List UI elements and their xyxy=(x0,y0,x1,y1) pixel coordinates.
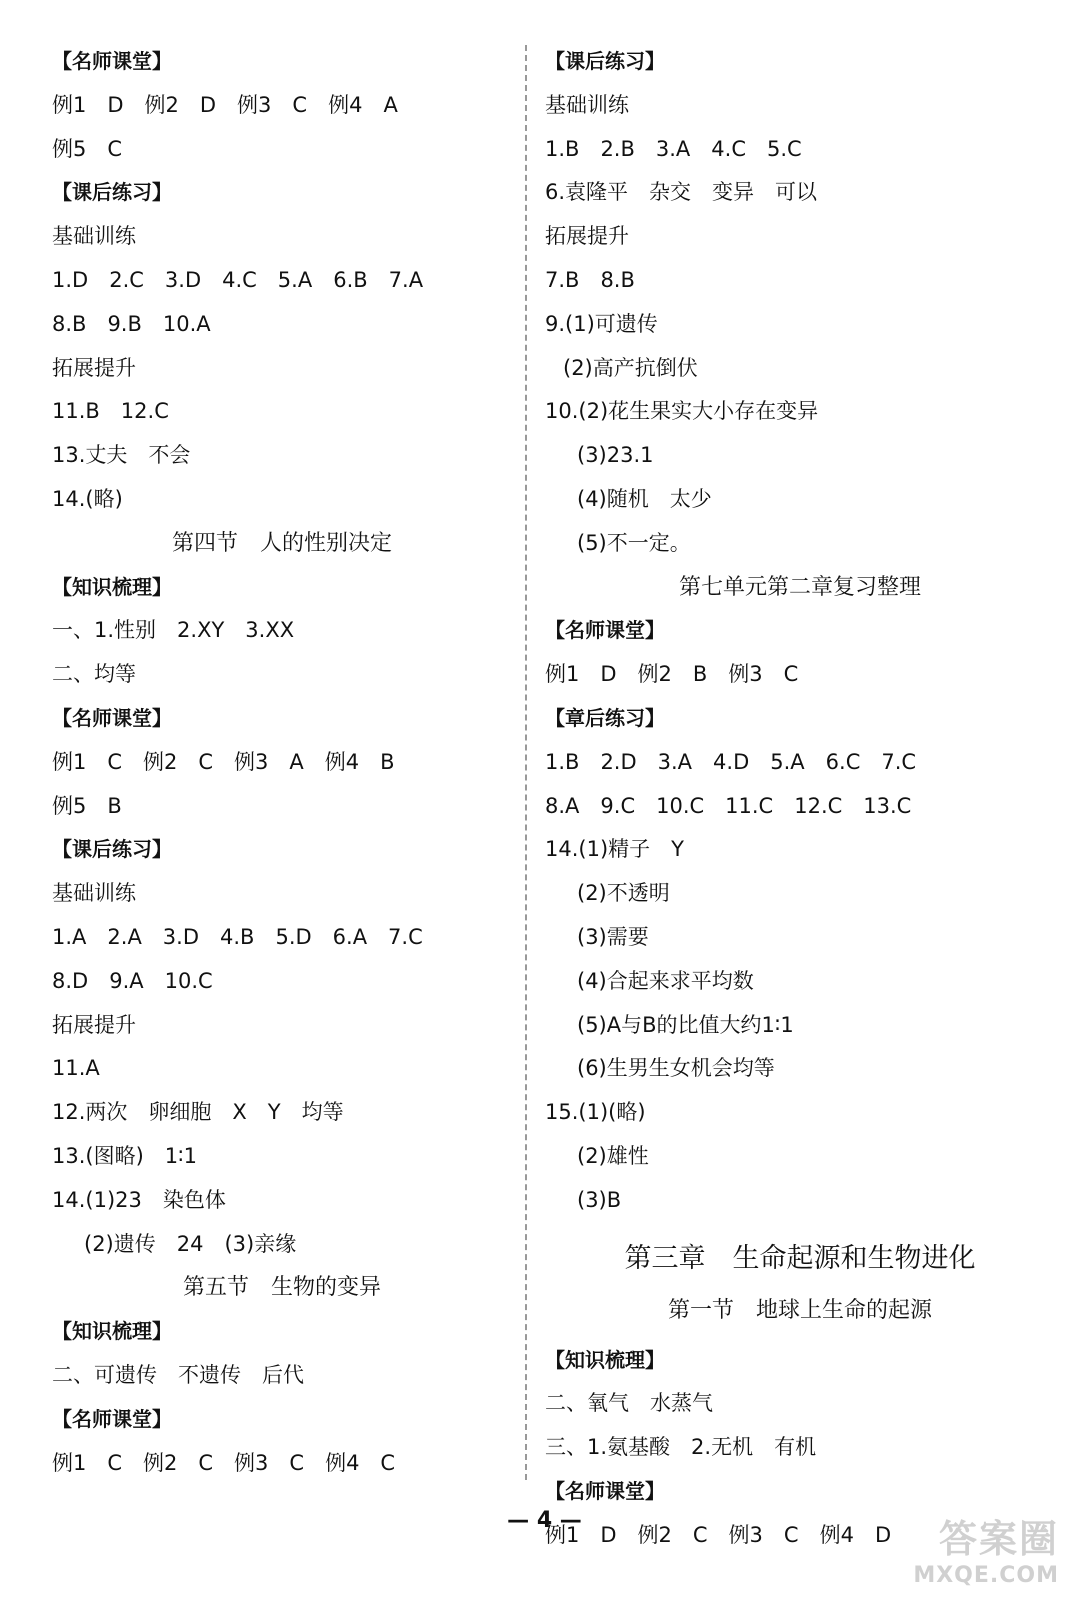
answer-line: 8.A 9.C 10.C 11.C 12.C 13.C xyxy=(545,793,912,818)
answer-line: 9.(1)可遗传 xyxy=(545,311,658,336)
answer-line: 二、均等 xyxy=(52,662,136,687)
answer-line: 8.B 9.B 10.A xyxy=(52,311,211,336)
answer-line: 8.D 9.A 10.C xyxy=(52,968,213,993)
page-number: — 4 — xyxy=(507,1508,582,1533)
answer-line: (2)高产抗倒伏 xyxy=(563,355,698,380)
answer-line: 1.A 2.A 3.D 4.B 5.D 6.A 7.C xyxy=(52,924,423,949)
answer-line: (3)B xyxy=(577,1187,622,1212)
answer-line: 例5 C xyxy=(52,136,123,161)
answer-line: 基础训练 xyxy=(545,92,629,117)
answer-line: 6.袁隆平 杂交 变异 可以 xyxy=(545,180,818,205)
answer-line: 二、可遗传 不遗传 后代 xyxy=(52,1362,304,1387)
answer-line: 11.B 12.C xyxy=(52,399,169,424)
answer-line: (3)23.1 xyxy=(577,443,654,468)
answer-line: 1.B 2.D 3.A 4.D 5.A 6.C 7.C xyxy=(545,749,917,774)
answer-line: 一、1.性别 2.XY 3.XX xyxy=(52,618,295,643)
answer-line: 1.B 2.B 3.A 4.C 5.C xyxy=(545,136,802,161)
section-header: 【章后练习】 xyxy=(545,705,665,730)
column-divider xyxy=(525,45,527,1480)
section-header: 【名师课堂】 xyxy=(52,1406,172,1431)
answer-line: (2)遗传 24 (3)亲缘 xyxy=(84,1231,297,1256)
section-header: 【课后练习】 xyxy=(52,180,172,205)
answer-line: 14.(1)精子 Y xyxy=(545,837,684,862)
answer-line: 11.A xyxy=(52,1056,100,1081)
answer-line: 拓展提升 xyxy=(52,355,136,380)
answer-line: 例1 C 例2 C 例3 C 例4 C xyxy=(52,1450,396,1475)
section-title: 第四节 人的性别决定 xyxy=(171,530,392,556)
section-header: 【名师课堂】 xyxy=(52,49,172,73)
right-column xyxy=(545,40,1055,1558)
answer-line: 13.丈夫 不会 xyxy=(52,443,191,468)
answer-line: 例1 D 例2 C 例3 C 例4 D xyxy=(545,1522,892,1547)
section-header: 【名师课堂】 xyxy=(545,618,665,643)
answer-line: (4)随机 太少 xyxy=(577,486,712,511)
section-title: 第一节 地球上生命的起源 xyxy=(667,1297,932,1323)
answer-line: 1.D 2.C 3.D 4.C 5.A 6.B 7.A xyxy=(52,267,424,292)
answer-line: (5)不一定。 xyxy=(577,530,691,555)
section-header: 【知识梳理】 xyxy=(52,1319,172,1344)
watermark-logo xyxy=(913,1508,1059,1588)
answer-line: (2)不透明 xyxy=(577,881,670,906)
answer-line: 基础训练 xyxy=(52,224,136,249)
watermark-text: 答案圈 xyxy=(938,1517,1059,1561)
answer-line: 拓展提升 xyxy=(52,1012,136,1037)
answer-line: 拓展提升 xyxy=(545,224,629,249)
answer-line: 例1 D 例2 D 例3 C 例4 A xyxy=(52,92,398,117)
chapter-title: 第三章 生命起源和生物进化 xyxy=(624,1242,976,1274)
watermark-url: MXQE.COM xyxy=(913,1563,1059,1588)
answer-line: 例5 B xyxy=(52,793,122,818)
answer-line: 例1 D 例2 B 例3 C xyxy=(545,662,799,687)
answer-line: 14.(1)23 染色体 xyxy=(52,1187,226,1212)
section-header: 【名师课堂】 xyxy=(52,705,172,730)
section-title: 第五节 生物的变异 xyxy=(182,1275,381,1301)
left-column xyxy=(52,40,512,1485)
answer-line: 12.两次 卵细胞 X Y 均等 xyxy=(52,1100,344,1125)
section-header: 【课后练习】 xyxy=(545,49,665,73)
answer-line: (2)雄性 xyxy=(577,1143,649,1168)
answer-line: (5)A与B的比值大约1∶1 xyxy=(577,1012,794,1037)
answer-line: 例1 C 例2 C 例3 A 例4 B xyxy=(52,749,395,774)
answer-line: 15.(1)(略) xyxy=(545,1100,646,1125)
answer-line: 13.(图略) 1∶1 xyxy=(52,1143,197,1168)
answer-line: 7.B 8.B xyxy=(545,267,635,292)
section-title: 第七单元第二章复习整理 xyxy=(678,574,921,600)
answer-line: 10.(2)花生果实大小存在变异 xyxy=(545,399,819,424)
section-header: 【名师课堂】 xyxy=(545,1478,665,1503)
answer-line: 14.(略) xyxy=(52,486,123,511)
answer-line: (6)生男生女机会均等 xyxy=(577,1056,775,1081)
answer-line: 三、1.氨基酸 2.无机 有机 xyxy=(545,1435,817,1460)
answer-line: (3)需要 xyxy=(577,924,649,949)
answer-line: 基础训练 xyxy=(52,881,136,906)
answer-line: 二、氧气 水蒸气 xyxy=(545,1391,713,1416)
section-header: 【知识梳理】 xyxy=(545,1347,665,1372)
section-header: 【知识梳理】 xyxy=(52,574,172,599)
section-header: 【课后练习】 xyxy=(52,837,172,862)
answer-line: (4)合起来求平均数 xyxy=(577,968,754,993)
